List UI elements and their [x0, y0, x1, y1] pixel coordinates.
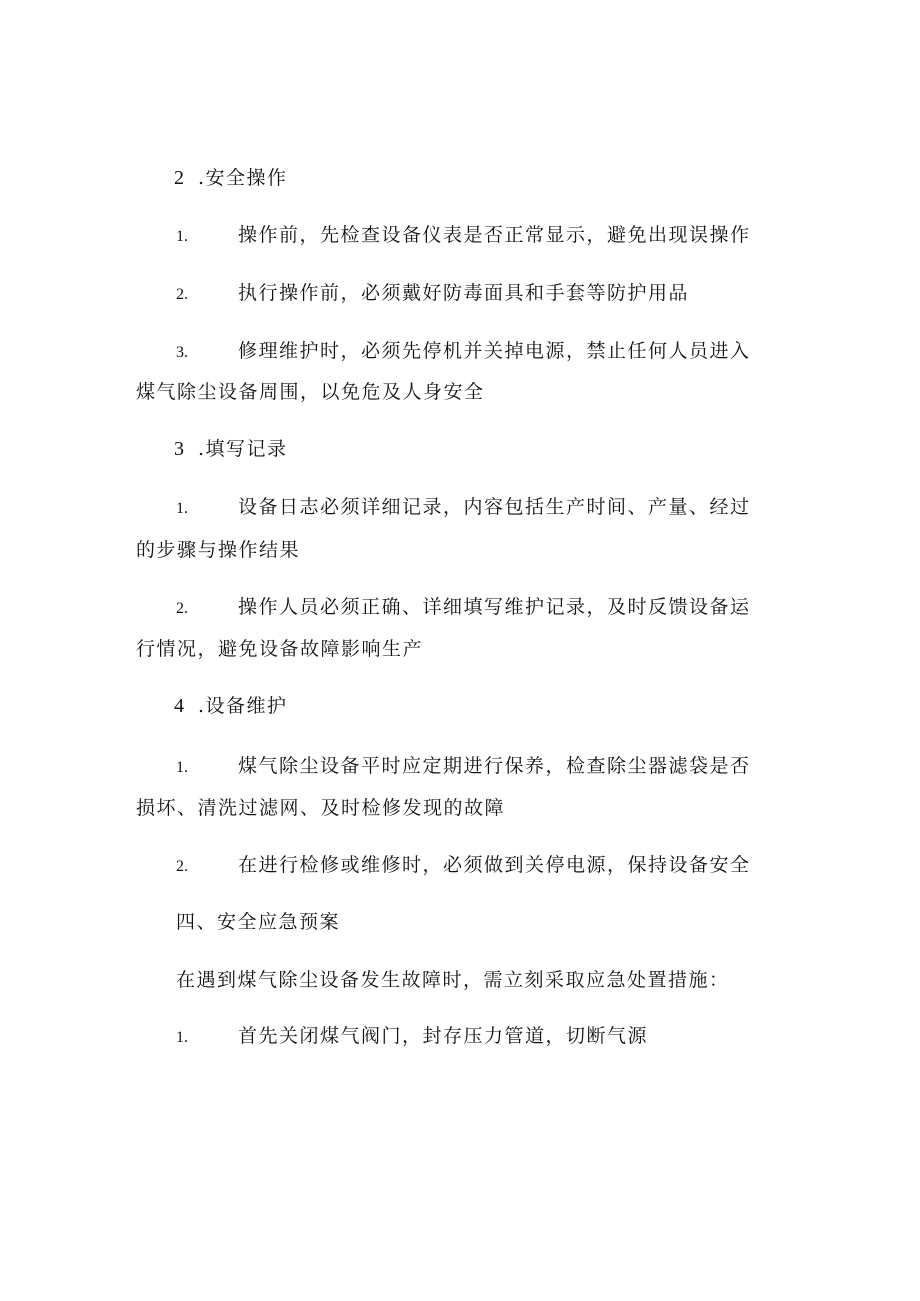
list-item-text: 执行操作前，必须戴好防毒面具和手套等防护用品 — [238, 282, 690, 304]
list-item-number: 1. — [176, 500, 188, 517]
list-item-number: 1. — [176, 228, 188, 245]
list-item-text-continued: 煤气除尘设备周围，以免危及人身安全 — [136, 381, 485, 403]
section-heading — [174, 437, 288, 461]
list-item-text: 设备日志必须详细记录，内容包括生产时间、产量、经过 — [238, 496, 751, 518]
list-item-text: 在进行检修或维修时，必须做到关停电源，保持设备安全 — [238, 854, 751, 876]
list-item-number: 2. — [176, 858, 188, 875]
list-item-text-continued: 行情况，避免设备故障影响生产 — [136, 638, 424, 660]
list-item-text: 操作前，先检查设备仪表是否正常显示，避免出现误操作 — [238, 224, 751, 246]
list-item-number: 2. — [176, 286, 188, 303]
section-heading-number: 4 — [174, 695, 184, 717]
chapter-title: 四、安全应急预案 — [176, 911, 341, 933]
list-item-text: 修理维护时，必须先停机并关掉电源，禁止任何人员进入 — [238, 340, 751, 362]
list-item-text: 首先关闭煤气阀门，封存压力管道，切断气源 — [238, 1025, 649, 1047]
paragraph: 在遇到煤气除尘设备发生故障时，需立刻采取应急处置措施： — [176, 969, 730, 991]
list-item-number: 3. — [176, 344, 188, 361]
section-heading-text: .安全操作 — [198, 167, 288, 189]
section-heading-number: 2 — [174, 167, 184, 189]
list-item-text-continued: 损坏、清洗过滤网、及时检修发现的故障 — [136, 797, 506, 819]
section-heading-number: 3 — [174, 438, 184, 460]
list-item-text-continued: 的步骤与操作结果 — [136, 539, 301, 561]
section-heading-text: .填写记录 — [198, 438, 288, 460]
list-item-text: 操作人员必须正确、详细填写维护记录，及时反馈设备运 — [238, 596, 751, 618]
list-item-number: 2. — [176, 600, 188, 617]
section-heading-text: .设备维护 — [198, 695, 288, 717]
section-heading — [174, 166, 288, 190]
list-item-number: 1. — [176, 759, 188, 776]
list-item-number: 1. — [176, 1029, 188, 1046]
list-item-text: 煤气除尘设备平时应定期进行保养，检查除尘器滤袋是否 — [238, 755, 751, 777]
section-heading — [174, 694, 288, 718]
